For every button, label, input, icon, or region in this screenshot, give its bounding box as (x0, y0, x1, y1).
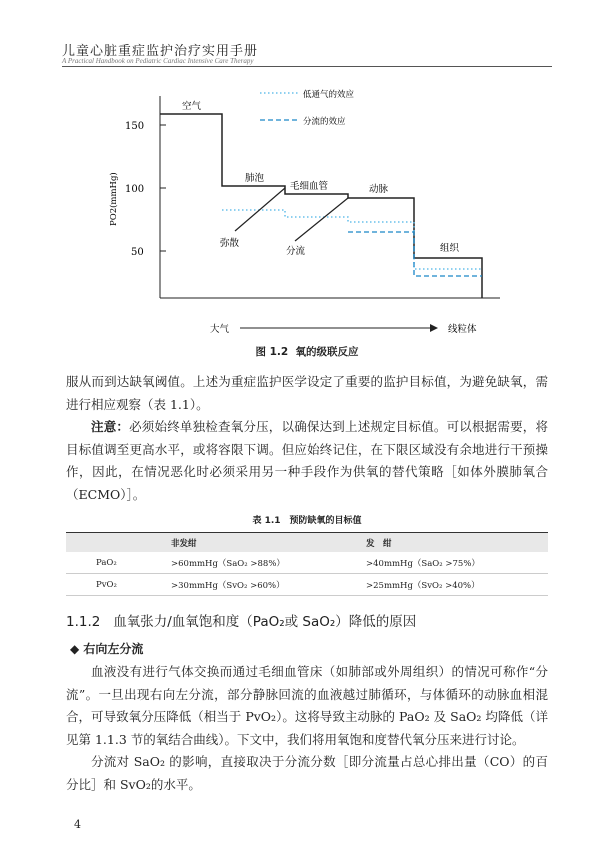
figure-caption (0, 344, 614, 359)
table-title: 表 1.1 预防缺氧的目标值 (252, 516, 362, 526)
stage-label-artery: 动脉 (369, 184, 389, 195)
figure-caption-text: 氧的级联反应 (295, 346, 359, 358)
shunt-pointer (295, 198, 348, 241)
table-header-acyanotic: 非发绀 (167, 533, 362, 553)
table-cell: >30mmHg（SvO₂ >60%） (167, 574, 362, 596)
figure-caption-label: 图 1.2 (255, 346, 289, 358)
table-cell: >60mmHg（SaO₂ >88%） (167, 552, 362, 574)
table-cell: PaO₂ (66, 552, 167, 574)
legend-shunt: 分流的效应 (303, 117, 346, 127)
table-cell: >40mmHg（SaO₂ >75%） (362, 552, 548, 574)
section-title: 血氧张力/血氧饱和度（PaO₂或 SaO₂）降低的原因 (113, 614, 417, 630)
annotation-shunt: 分流 (286, 246, 306, 257)
section-number: 1.1.2 (66, 614, 101, 630)
stage-label-capillary: 毛细血管 (290, 181, 329, 192)
paragraph-4: 分流对 SaO₂ 的影响，直接取决于分流分数［即分流量占总心排出量（CO）的百分比］和 SvO₂的水平。 (66, 754, 548, 792)
running-header-subtitle: A Practical Handbook on Pediatric Cardiac Intensive Care Therapy (62, 57, 254, 65)
table-cell: >25mmHg（SvO₂ >40%） (362, 574, 548, 596)
oxygen-cascade-figure (100, 78, 520, 340)
arrow-head-icon (430, 324, 438, 332)
x-label-atmosphere: 大气 (210, 324, 230, 335)
y-tick-label-100: 100 (125, 184, 145, 195)
table-row (66, 574, 548, 596)
page-number: 4 (74, 818, 81, 831)
target-values-table (66, 532, 548, 596)
stage-label-alveoli: 肺泡 (245, 173, 265, 184)
section-heading (66, 610, 416, 630)
legend-hypoventilation: 低通气的效应 (303, 90, 355, 100)
table-header-cyanotic: 发 绀 (362, 533, 548, 553)
cascade-normal-line (160, 114, 482, 298)
y-tick-label-50: 50 (131, 247, 144, 258)
y-axis-label: PO2(mmHg) (109, 172, 119, 226)
annotation-diffusion: 弥散 (220, 238, 240, 249)
stage-label-tissue: 组织 (440, 243, 460, 254)
x-label-mitochondria: 线粒体 (448, 324, 477, 335)
table-header-row (66, 533, 548, 553)
header-rule (62, 66, 552, 67)
subheading-right-to-left-shunt: ◆ 右向左分流 (70, 642, 144, 656)
note-label: 注意： (91, 419, 130, 434)
paragraph-3: 血液没有进行气体交换而通过毛细血管床（如肺部或外周组织）的情况可称作“分流”。一旦出现右向左分流，部分静脉回流的血液越过肺循环，与体循环的动脉血相混合，可导致氧分压降低（相当于 PvO₂）。这将导致主动脉的 PaO₂ 及 SaO₂ 均降低（详见第 1.1.3 节的氧结合曲线）。下文中，我们将用氧饱和度替代氧分压来进行讨论。 (66, 664, 548, 747)
running-header-title: 儿童心脏重症监护治疗实用手册 (62, 44, 259, 59)
paragraph-2-text: 必须始终单独检查氧分压，以确保达到上述规定目标值。可以根据需要，将目标值调至更高水平，或将容限下调。但应始终记住，在下限区域没有余地进行干预操作，因此，在情况恶化时必须采用另一种手段作为供氧的替代策略［如体外膜肺氧合（ECMO）］。 (66, 419, 548, 502)
hypoventilation-line (222, 210, 482, 269)
table-header-blank (66, 533, 167, 553)
paragraph-2 (66, 416, 548, 506)
y-tick-label-150: 150 (125, 121, 145, 132)
paragraph-1: 服从而到达缺氧阈值。上述为重症监护医学设定了重要的监护目标值，为避免缺氧，需进行相应观察（表 1.1）。 (66, 374, 548, 412)
table-cell: PvO₂ (66, 574, 167, 596)
table-row (66, 552, 548, 574)
stage-label-air: 空气 (182, 101, 202, 112)
